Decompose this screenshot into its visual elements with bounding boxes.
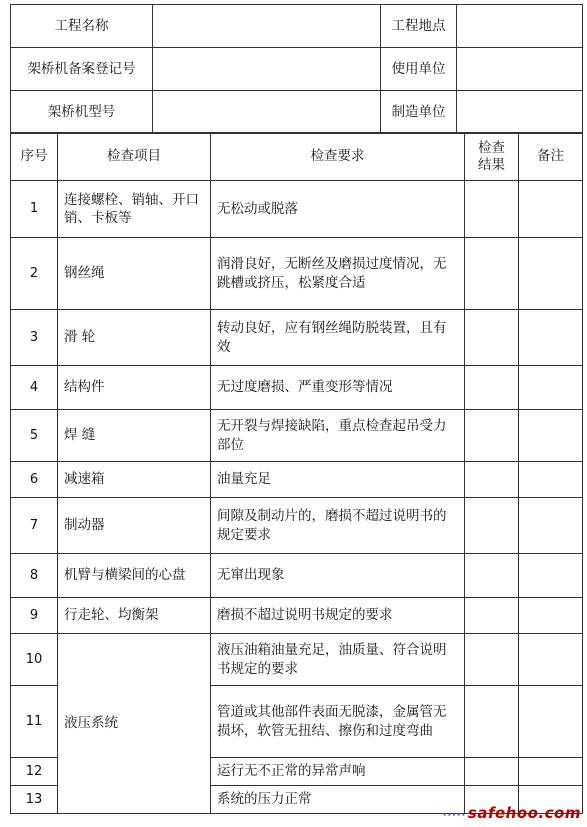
row-seq: 6: [11, 462, 58, 498]
row-remark-cell[interactable]: [519, 598, 583, 634]
row-requirement: 间隙及制动片的，磨损不超过说明书的规定要求: [211, 498, 465, 554]
row-result-cell[interactable]: [465, 598, 519, 634]
row-result-cell[interactable]: [465, 410, 519, 462]
row-requirement: 磨损不超过说明书规定的要求: [211, 598, 465, 634]
row-item: 连接螺栓、销轴、开口销、卡板等: [58, 181, 211, 238]
row-seq: 1: [11, 181, 58, 238]
row-remark-cell[interactable]: [519, 181, 583, 238]
table-row: [11, 181, 583, 238]
table-header-row: [11, 133, 583, 181]
row-result-cell[interactable]: [465, 181, 519, 238]
row-remark-cell[interactable]: [519, 238, 583, 310]
row-seq: 12: [11, 758, 58, 786]
project-location-value: [457, 5, 583, 48]
table-row: [11, 410, 583, 462]
row-requirement: 运行无不正常的异常声响: [211, 758, 465, 786]
inspection-rows: [11, 181, 583, 814]
row-item: 焊 缝: [58, 410, 211, 462]
row-requirement: 润滑良好，无断丝及磨损过度情况，无跳槽或挤压，松紧度合适: [211, 238, 465, 310]
row-result-cell[interactable]: [465, 366, 519, 410]
row-item: 机臂与横梁间的心盘: [58, 554, 211, 598]
row-seq: 11: [11, 686, 58, 758]
manufacturer-label: 制造单位: [381, 91, 457, 134]
project-name-label: 工程名称: [11, 5, 153, 48]
project-info-table: [10, 4, 583, 134]
user-unit-value: [457, 48, 583, 91]
row-result-cell[interactable]: [465, 554, 519, 598]
user-unit-label: 使用单位: [381, 48, 457, 91]
inspection-table: [10, 132, 583, 814]
row-requirement: 无开裂与焊接缺陷，重点检查起吊受力部位: [211, 410, 465, 462]
row-item: 减速箱: [58, 462, 211, 498]
row-seq: 5: [11, 410, 58, 462]
row-remark-cell[interactable]: [519, 498, 583, 554]
table-row: [11, 554, 583, 598]
row-result-cell[interactable]: [465, 758, 519, 786]
row-item: 结构件: [58, 366, 211, 410]
row-result-cell[interactable]: [465, 686, 519, 758]
table-row: [11, 634, 583, 686]
project-name-value: [153, 5, 381, 48]
row-result-cell[interactable]: [465, 310, 519, 366]
row-requirement: 无窜出现象: [211, 554, 465, 598]
manufacturer-value: [457, 91, 583, 134]
row-seq: 10: [11, 634, 58, 686]
registration-label: 架桥机备案登记号: [11, 48, 153, 91]
row-item: 钢丝绳: [58, 238, 211, 310]
row-seq: 13: [11, 786, 58, 814]
row-requirement: 油量充足: [211, 462, 465, 498]
row-remark-cell[interactable]: [519, 554, 583, 598]
row-seq: 3: [11, 310, 58, 366]
row-requirement: 无过度磨损、严重变形等情况: [211, 366, 465, 410]
row-remark-cell[interactable]: [519, 366, 583, 410]
row-seq: 4: [11, 366, 58, 410]
table-row: [11, 462, 583, 498]
row-item: 滑 轮: [58, 310, 211, 366]
table-row: [11, 498, 583, 554]
table-row: [11, 310, 583, 366]
row-result-cell[interactable]: [465, 498, 519, 554]
row-result-cell[interactable]: [465, 238, 519, 310]
row-result-cell[interactable]: [465, 634, 519, 686]
model-value: [153, 91, 381, 134]
row-remark-cell[interactable]: [519, 410, 583, 462]
row-requirement: 液压油箱油量充足，油质量、符合说明书规定的要求: [211, 634, 465, 686]
row-item: 行走轮、均衡架: [58, 598, 211, 634]
table-row: [11, 366, 583, 410]
col-remark-header: 备注: [519, 133, 583, 181]
row-result-cell[interactable]: [465, 462, 519, 498]
col-requirement-header: 检查要求: [211, 133, 465, 181]
row-remark-cell[interactable]: [519, 634, 583, 686]
project-location-label: 工程地点: [381, 5, 457, 48]
model-label: 架桥机型号: [11, 91, 153, 134]
col-item-header: 检查项目: [58, 133, 211, 181]
row-remark-cell[interactable]: [519, 462, 583, 498]
row-seq: 2: [11, 238, 58, 310]
row-remark-cell[interactable]: [519, 310, 583, 366]
row-item: 制动器: [58, 498, 211, 554]
watermark-logo: ····· safehoo.com: [442, 804, 581, 822]
registration-value: [153, 48, 381, 91]
row-seq: 7: [11, 498, 58, 554]
table-row: [11, 238, 583, 310]
row-requirement: 转动良好，应有钢丝绳防脱装置，且有效: [211, 310, 465, 366]
col-seq-header: 序号: [11, 133, 58, 181]
row-seq: 8: [11, 554, 58, 598]
row-seq: 9: [11, 598, 58, 634]
row-requirement: 系统的压力正常: [211, 786, 465, 814]
row-requirement: 无松动或脱落: [211, 181, 465, 238]
row-remark-cell[interactable]: [519, 686, 583, 758]
col-result-header: 检查 结果: [465, 133, 519, 181]
row-requirement: 管道或其他部件表面无脱漆，金属管无损坏，软管无扭结、擦伤和过度弯曲: [211, 686, 465, 758]
hydraulic-item: 液压系统: [58, 634, 211, 814]
table-row: [11, 598, 583, 634]
row-remark-cell[interactable]: [519, 758, 583, 786]
